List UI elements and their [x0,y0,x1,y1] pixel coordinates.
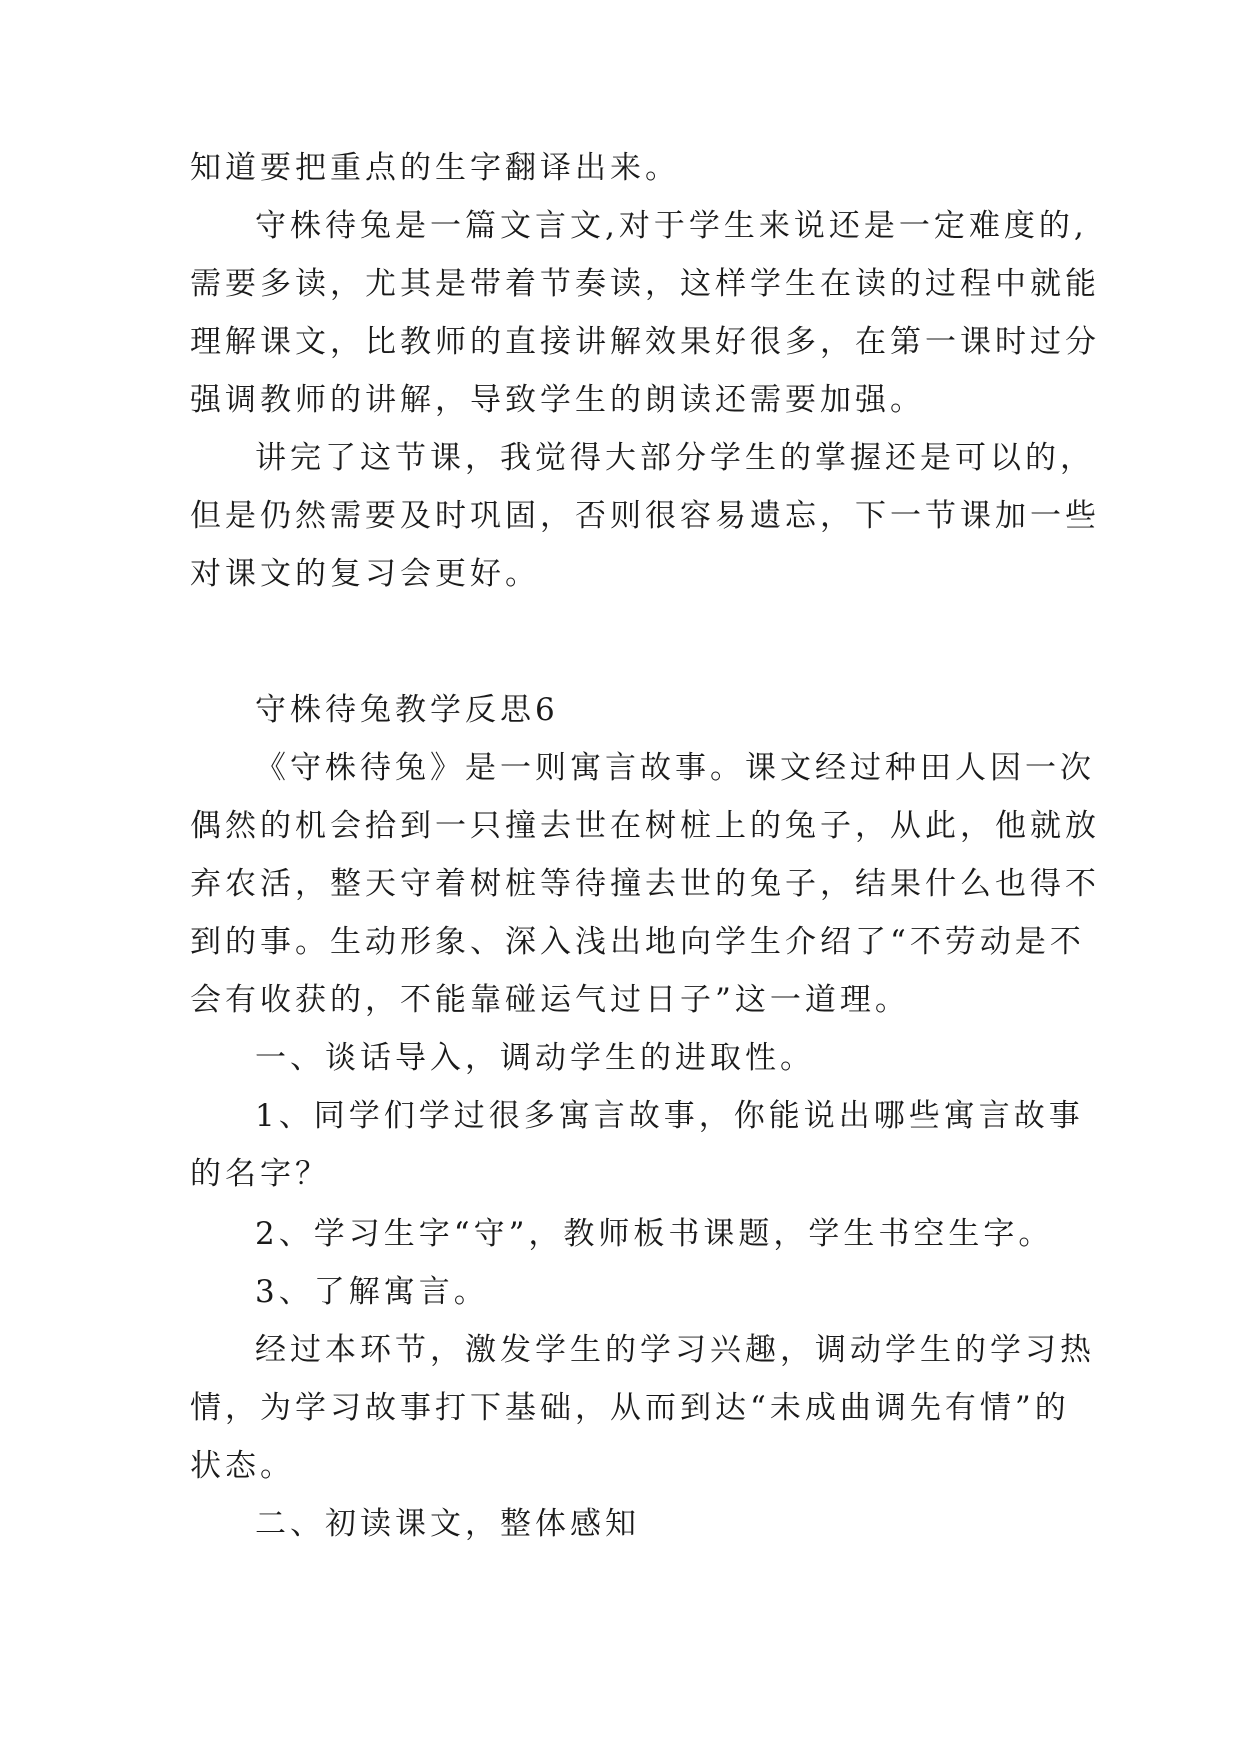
text-line: 经过本环节，激发学生的学习兴趣，调动学生的学习热 [255,1332,1095,1368]
text-line: 的名字？ [190,1156,330,1192]
text-line: 偶然的机会拾到一只撞去世在树桩上的兔子，从此，他就放 [190,808,1100,844]
text-line: 二、初读课文，整体感知 [255,1506,640,1542]
text-line: 守株待兔是一篇文言文,对于学生来说还是一定难度的, [255,208,1088,244]
text-line: 需要多读，尤其是带着节奏读，这样学生在读的过程中就能 [190,266,1100,302]
text-line: 对课文的复习会更好。 [190,556,540,592]
text-line: 讲完了这节课，我觉得大部分学生的掌握还是可以的， [255,440,1095,476]
text-line: 会有收获的，不能靠碰运气过日子”这一道理。 [190,982,910,1018]
text-line: 弃农活，整天守着树桩等待撞去世的兔子，结果什么也得不 [190,866,1100,902]
section-title: 守株待兔教学反思6 [255,692,559,728]
text-line: 知道要把重点的生字翻译出来。 [190,150,680,186]
text-line: 一、谈话导入，调动学生的进取性。 [255,1040,815,1076]
text-line: 情，为学习故事打下基础，从而到达“未成曲调先有情”的 [190,1390,1070,1426]
text-line: 强调教师的讲解，导致学生的朗读还需要加强。 [190,382,925,418]
text-line: 理解课文，比教师的直接讲解效果好很多，在第一课时过分 [190,324,1100,360]
text-line: 3、了解寓言。 [255,1274,489,1310]
text-line: 到的事。生动形象、深入浅出地向学生介绍了“不劳动是不 [190,924,1085,960]
text-line: 状态。 [190,1448,295,1484]
text-line: 2、学习生字“守”，教师板书课题，学生书空生字。 [255,1216,1054,1252]
text-line: 但是仍然需要及时巩固，否则很容易遗忘，下一节课加一些 [190,498,1100,534]
text-line: 1、同学们学过很多寓言故事，你能说出哪些寓言故事 [255,1098,1084,1134]
text-line: 《守株待兔》是一则寓言故事。课文经过种田人因一次 [255,750,1095,786]
